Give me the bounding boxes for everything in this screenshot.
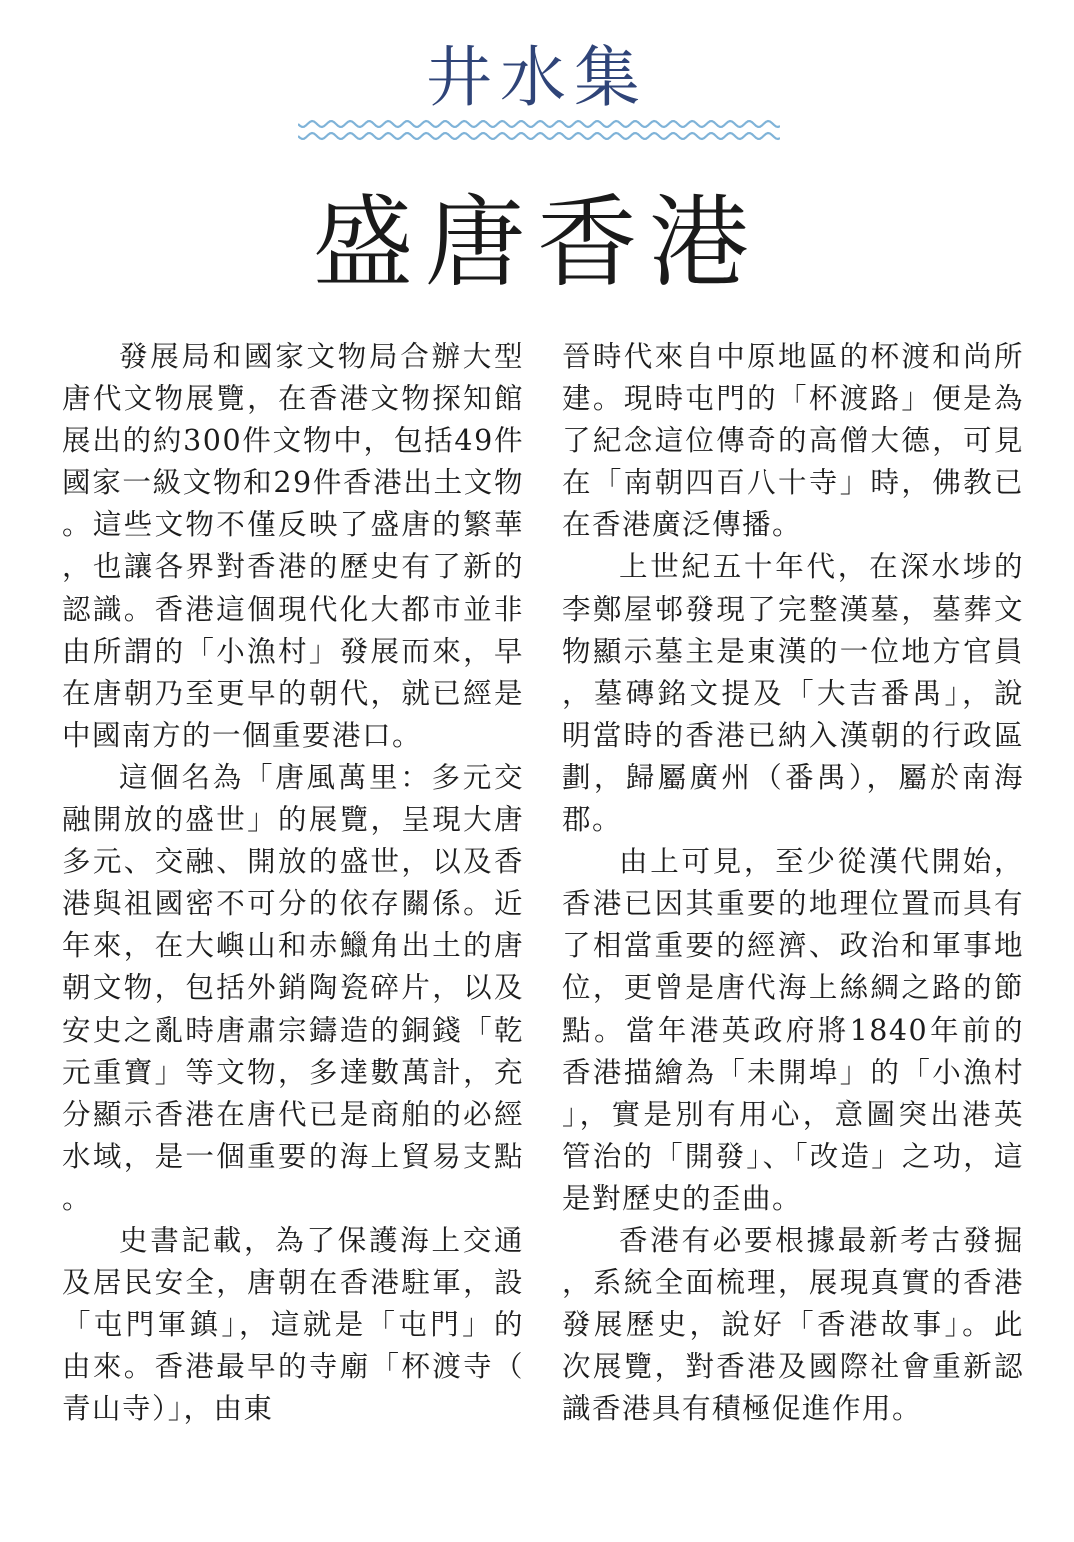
column-name: 井水集 [426, 39, 648, 116]
article-paragraph: 香港有必要根據最新考古發掘，系統全面梳理，展現真實的香港發展歷史，說好「香港故事」。此次展覽，對香港及國際社會重新認識香港具有積極促進作用。 [562, 1223, 1024, 1426]
article-headline: 盛唐香港 [313, 184, 761, 301]
article-paragraph: 發展局和國家文物局合辦大型唐代文物展覽，在香港文物探知館展出的約300件文物中，包括49件國家一級文物和29件香港出土文物。這些文物不僅反映了盛唐的繁華，也讓各界對香港的歷史有了新的認識。香港這個現代化大都市並非由所謂的「小漁村」發展而來，早在唐朝乃至更早的朝代，就已經是中國南方的一個重要港口。 [62, 340, 524, 752]
article-column-right [562, 336, 1024, 1430]
wave-line-bottom [298, 133, 780, 139]
article-paragraph: 這個名為「唐風萬里：多元交融開放的盛世」的展覽，呈現大唐多元、交融、開放的盛世，以及香港與祖國密不可分的依存關係。近年來，在大嶼山和赤鱲角出土的唐朝文物，包括外銷陶瓷碎片，以及安史之亂時唐肅宗鑄造的銅錢「乾元重寶」等文物，多達數萬計，充分顯示香港在唐代已是商舶的必經水域，是一個重要的海上貿易支點。 [62, 760, 524, 1215]
article-paragraph-continuation: 晉時代來自中原地區的杯渡和尚所建。現時屯門的「杯渡路」便是為了紀念這位傳奇的高僧大德，可見在「南朝四百八十寺」時，佛教已在香港廣泛傳播。 [562, 340, 1024, 542]
article-column-left [62, 336, 524, 1430]
article-paragraph: 史書記載，為了保護海上交通及居民安全，唐朝在香港駐軍，設「屯門軍鎮」，這就是「屯門」的由來。香港最早的寺廟「杯渡寺（青山寺）」，由東 [62, 1223, 524, 1426]
column-masthead [0, 38, 1074, 118]
article-paragraph: 由上可見，至少從漢代開始，香港已因其重要的地理位置而具有了相當重要的經濟、政治和軍事地位，更曾是唐代海上絲綢之路的節點。當年港英政府將1840年前的香港描繪為「未開埠」的「小漁村」，實是別有用心，意圖突出港英管治的「開發」、「改造」之功，這是對歷史的歪曲。 [562, 845, 1024, 1215]
wave-divider [298, 112, 780, 152]
wave-line-top [298, 121, 780, 127]
article-paragraph: 上世紀五十年代，在深水埗的李鄭屋邨發現了完整漢墓，墓葬文物顯示墓主是東漢的一位地方官員，墓磚銘文提及「大吉番禺」，說明當時的香港已納入漢朝的行政區劃，歸屬廣州（番禺），屬於南海郡。 [562, 550, 1024, 837]
